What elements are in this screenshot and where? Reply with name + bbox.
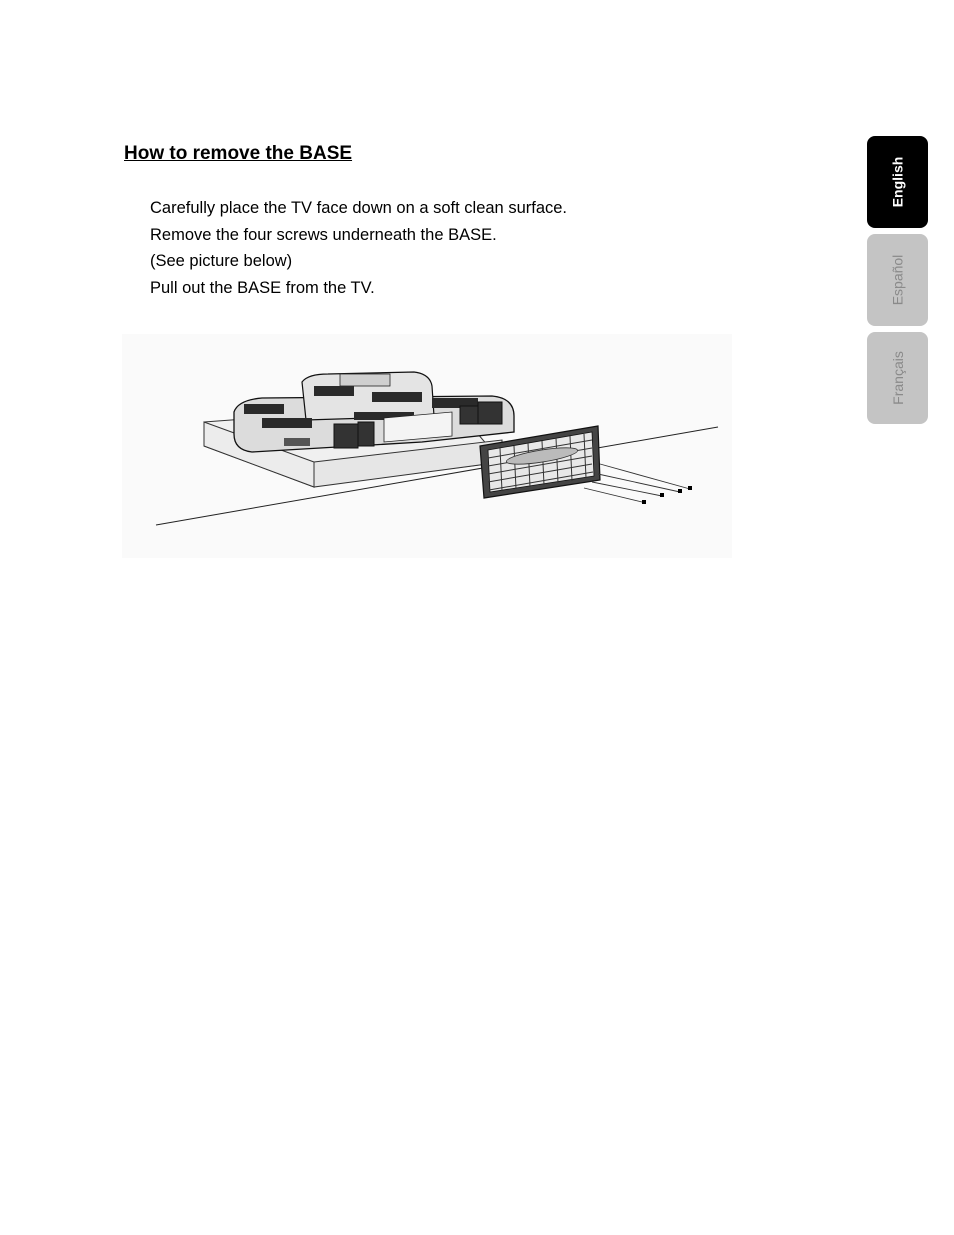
section-heading: How to remove the BASE (124, 143, 353, 164)
instruction-step: Pull out the BASE from the TV. (150, 278, 375, 297)
instruction-step: (See picture below) (150, 252, 293, 270)
tab-espanol[interactable] (867, 234, 928, 326)
screw-icon (642, 500, 646, 504)
tab-francais-label: Français (889, 351, 906, 405)
tv-base-plate (480, 426, 600, 498)
instruction-step: Carefully place the TV face down on a soft clean surface. (150, 199, 568, 217)
tv-base-diagram (122, 334, 732, 558)
tab-english[interactable] (867, 136, 928, 228)
tab-english-label: English (889, 156, 906, 208)
instruction-list (150, 196, 567, 302)
base-removal-illustration (122, 334, 732, 558)
tab-espanol-label: Español (889, 254, 906, 306)
screw-icon (688, 486, 692, 490)
instruction-step: Remove the four screws underneath the BASE. (150, 225, 497, 244)
tab-francais[interactable] (867, 332, 928, 424)
screw-icon (660, 493, 664, 497)
screw-icon (678, 489, 682, 493)
